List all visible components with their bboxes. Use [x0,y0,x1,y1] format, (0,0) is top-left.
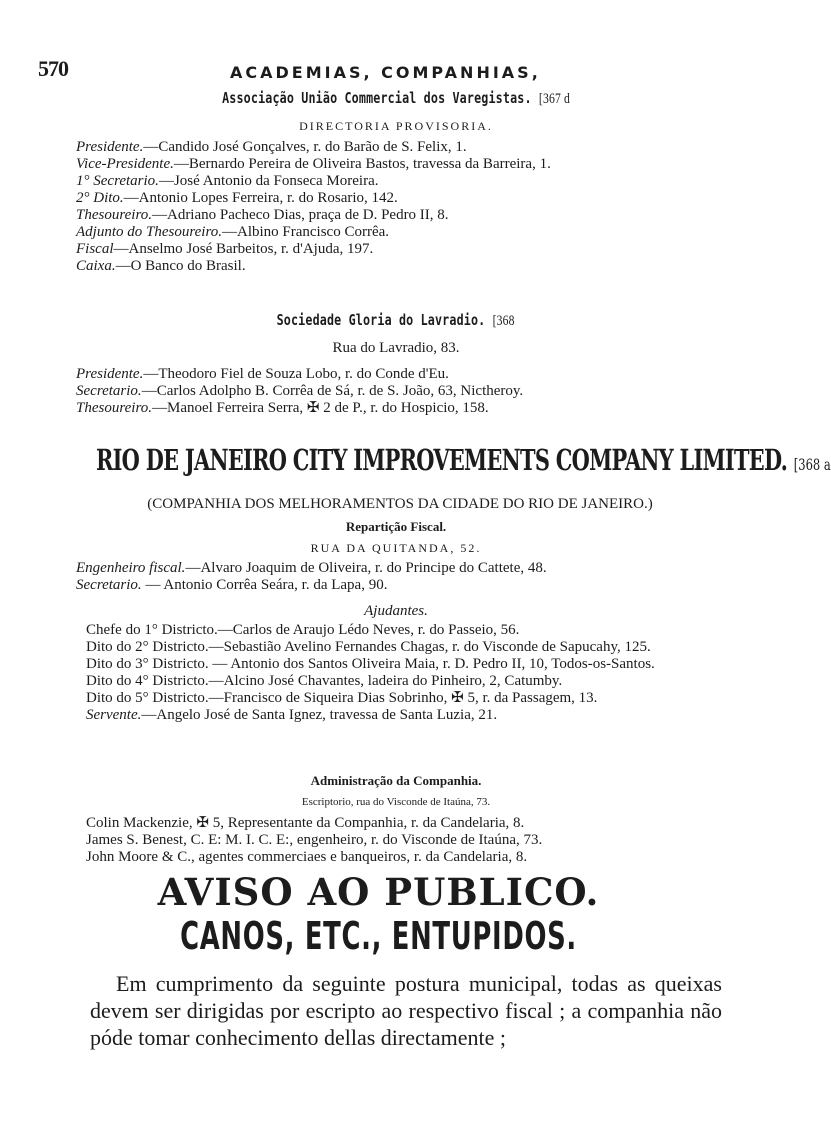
gloria-title: Sociedade Gloria do Lavradio. [368 [276,311,516,329]
list-item: Dito do 5° Districto.—Francisco de Siqueira Dias Sobrinho, ✠ 5, r. da Passagem, 13. [86,690,598,706]
assoc-subtitle: DIRECTORIA PROVISORIA. [299,119,493,133]
rio-address-2: Escriptorio, rua do Visconde de Itaúna, 73. [301,796,491,808]
rio-list-admin [86,815,718,866]
list-item: Presidente.—Theodoro Fiel de Souza Lobo, r. do Conde d'Eu. [76,366,449,382]
notice-paragraph: Em cumprimento da seguinte postura municipal, todas as queixas devem ser dirigidas por escripto ao respectivo fiscal ; a companhia não póde tomar conhecimento dellas directamente ; [90,971,722,1050]
page-header [0,56,757,82]
list-item: Secretario. — Antonio Corrêa Seára, r. da Lapa, 90. [76,577,388,593]
list-item: Thesoureiro.—Manoel Ferreira Serra, ✠ 2 de P., r. do Hospicio, 158. [76,400,489,416]
list-item: Dito do 2° Districto.—Sebastião Avelino Fernandes Chagas, r. do Visconde de Sapucahy, 125. [86,639,651,655]
rio-ajudantes-heading: Ajudantes. [364,603,428,619]
list-item: James S. Benest, C. E: M. I. C. E:, engenheiro, r. do Visconde de Itaúna, 73. [86,832,543,848]
list-item: Dito do 4° Districto.—Alcino José Chavantes, ladeira do Pinheiro, 2, Catumby. [86,673,563,689]
list-item: Servente.—Angelo José de Santa Ignez, travessa de Santa Luzia, 21. [86,707,498,723]
list-item: Vice-Presidente.—Bernardo Pereira de Oliveira Bastos, travessa da Barreira, 1. [76,156,551,172]
rio-subtitle: (COMPANHIA DOS MELHORAMENTOS DA CIDADE DO RIO DE JANEIRO.) [147,496,653,512]
rio-list-fiscal [76,560,716,594]
list-item: John Moore & C., agentes commerciaes e banqueiros, r. da Candelaria, 8. [86,849,528,865]
list-item: Engenheiro fiscal.—Alvaro Joaquim de Oliveira, r. do Principe do Cattete, 48. [76,560,547,576]
assoc-list [76,139,716,275]
list-item: Thesoureiro.—Adriano Pacheco Dias, praça de D. Pedro II, 8. [76,207,449,223]
rio-address-1: RUA DA QUITANDA, 52. [310,541,482,555]
rio-ref: [368 a [793,455,831,474]
gloria-list [76,366,716,417]
notice-subheading: CANOS, ETC., ENTUPIDOS. [180,914,577,958]
list-item: Fiscal—Anselmo José Barbeitos, r. d'Ajuda, 197. [76,241,374,257]
rio-list-ajudantes [86,622,718,724]
gloria-ref: [368 [492,313,516,329]
list-item: Dito do 3° Districto. — Antonio dos Santos Oliveira Maia, r. D. Pedro II, 10, Todos-os-Santos. [86,656,655,672]
notice-heading: AVISO AO PUBLICO. [157,870,600,914]
list-item: Secretario.—Carlos Adolpho B. Corrêa de Sá, r. de S. João, 63, Nictheroy. [76,383,524,399]
list-item: Chefe do 1° Districto.—Carlos de Araujo Lédo Neves, r. do Passeio, 56. [86,622,520,638]
running-head: ACADEMIAS, COMPANHIAS, [230,63,541,82]
assoc-ref: [367 d [538,91,570,107]
rio-title: RIO DE JANEIRO CITY IMPROVEMENTS COMPANY LIMITED. [368 a [96,443,831,477]
page-number: 570 [38,56,68,81]
assoc-title: Associação União Commercial dos Varegistas. [367 d [222,89,570,107]
gloria-address: Rua do Lavradio, 83. [332,340,460,356]
list-item: Adjunto do Thesoureiro.—Albino Francisco Corrêa. [76,224,390,240]
list-item: Presidente.—Candido José Gonçalves, r. do Barão de S. Felix, 1. [76,139,467,155]
list-item: Caixa.—O Banco do Brasil. [76,258,246,274]
rio-section-admin: Administração da Companhia. [310,773,482,788]
list-item: Colin Mackenzie, ✠ 5, Representante da Companhia, r. da Candelaria, 8. [86,815,525,831]
list-item: 2° Dito.—Antonio Lopes Ferreira, r. do Rosario, 142. [76,190,398,206]
list-item: 1° Secretario.—José Antonio da Fonseca Moreira. [76,173,379,189]
rio-section-fiscal: Repartição Fiscal. [345,519,447,534]
